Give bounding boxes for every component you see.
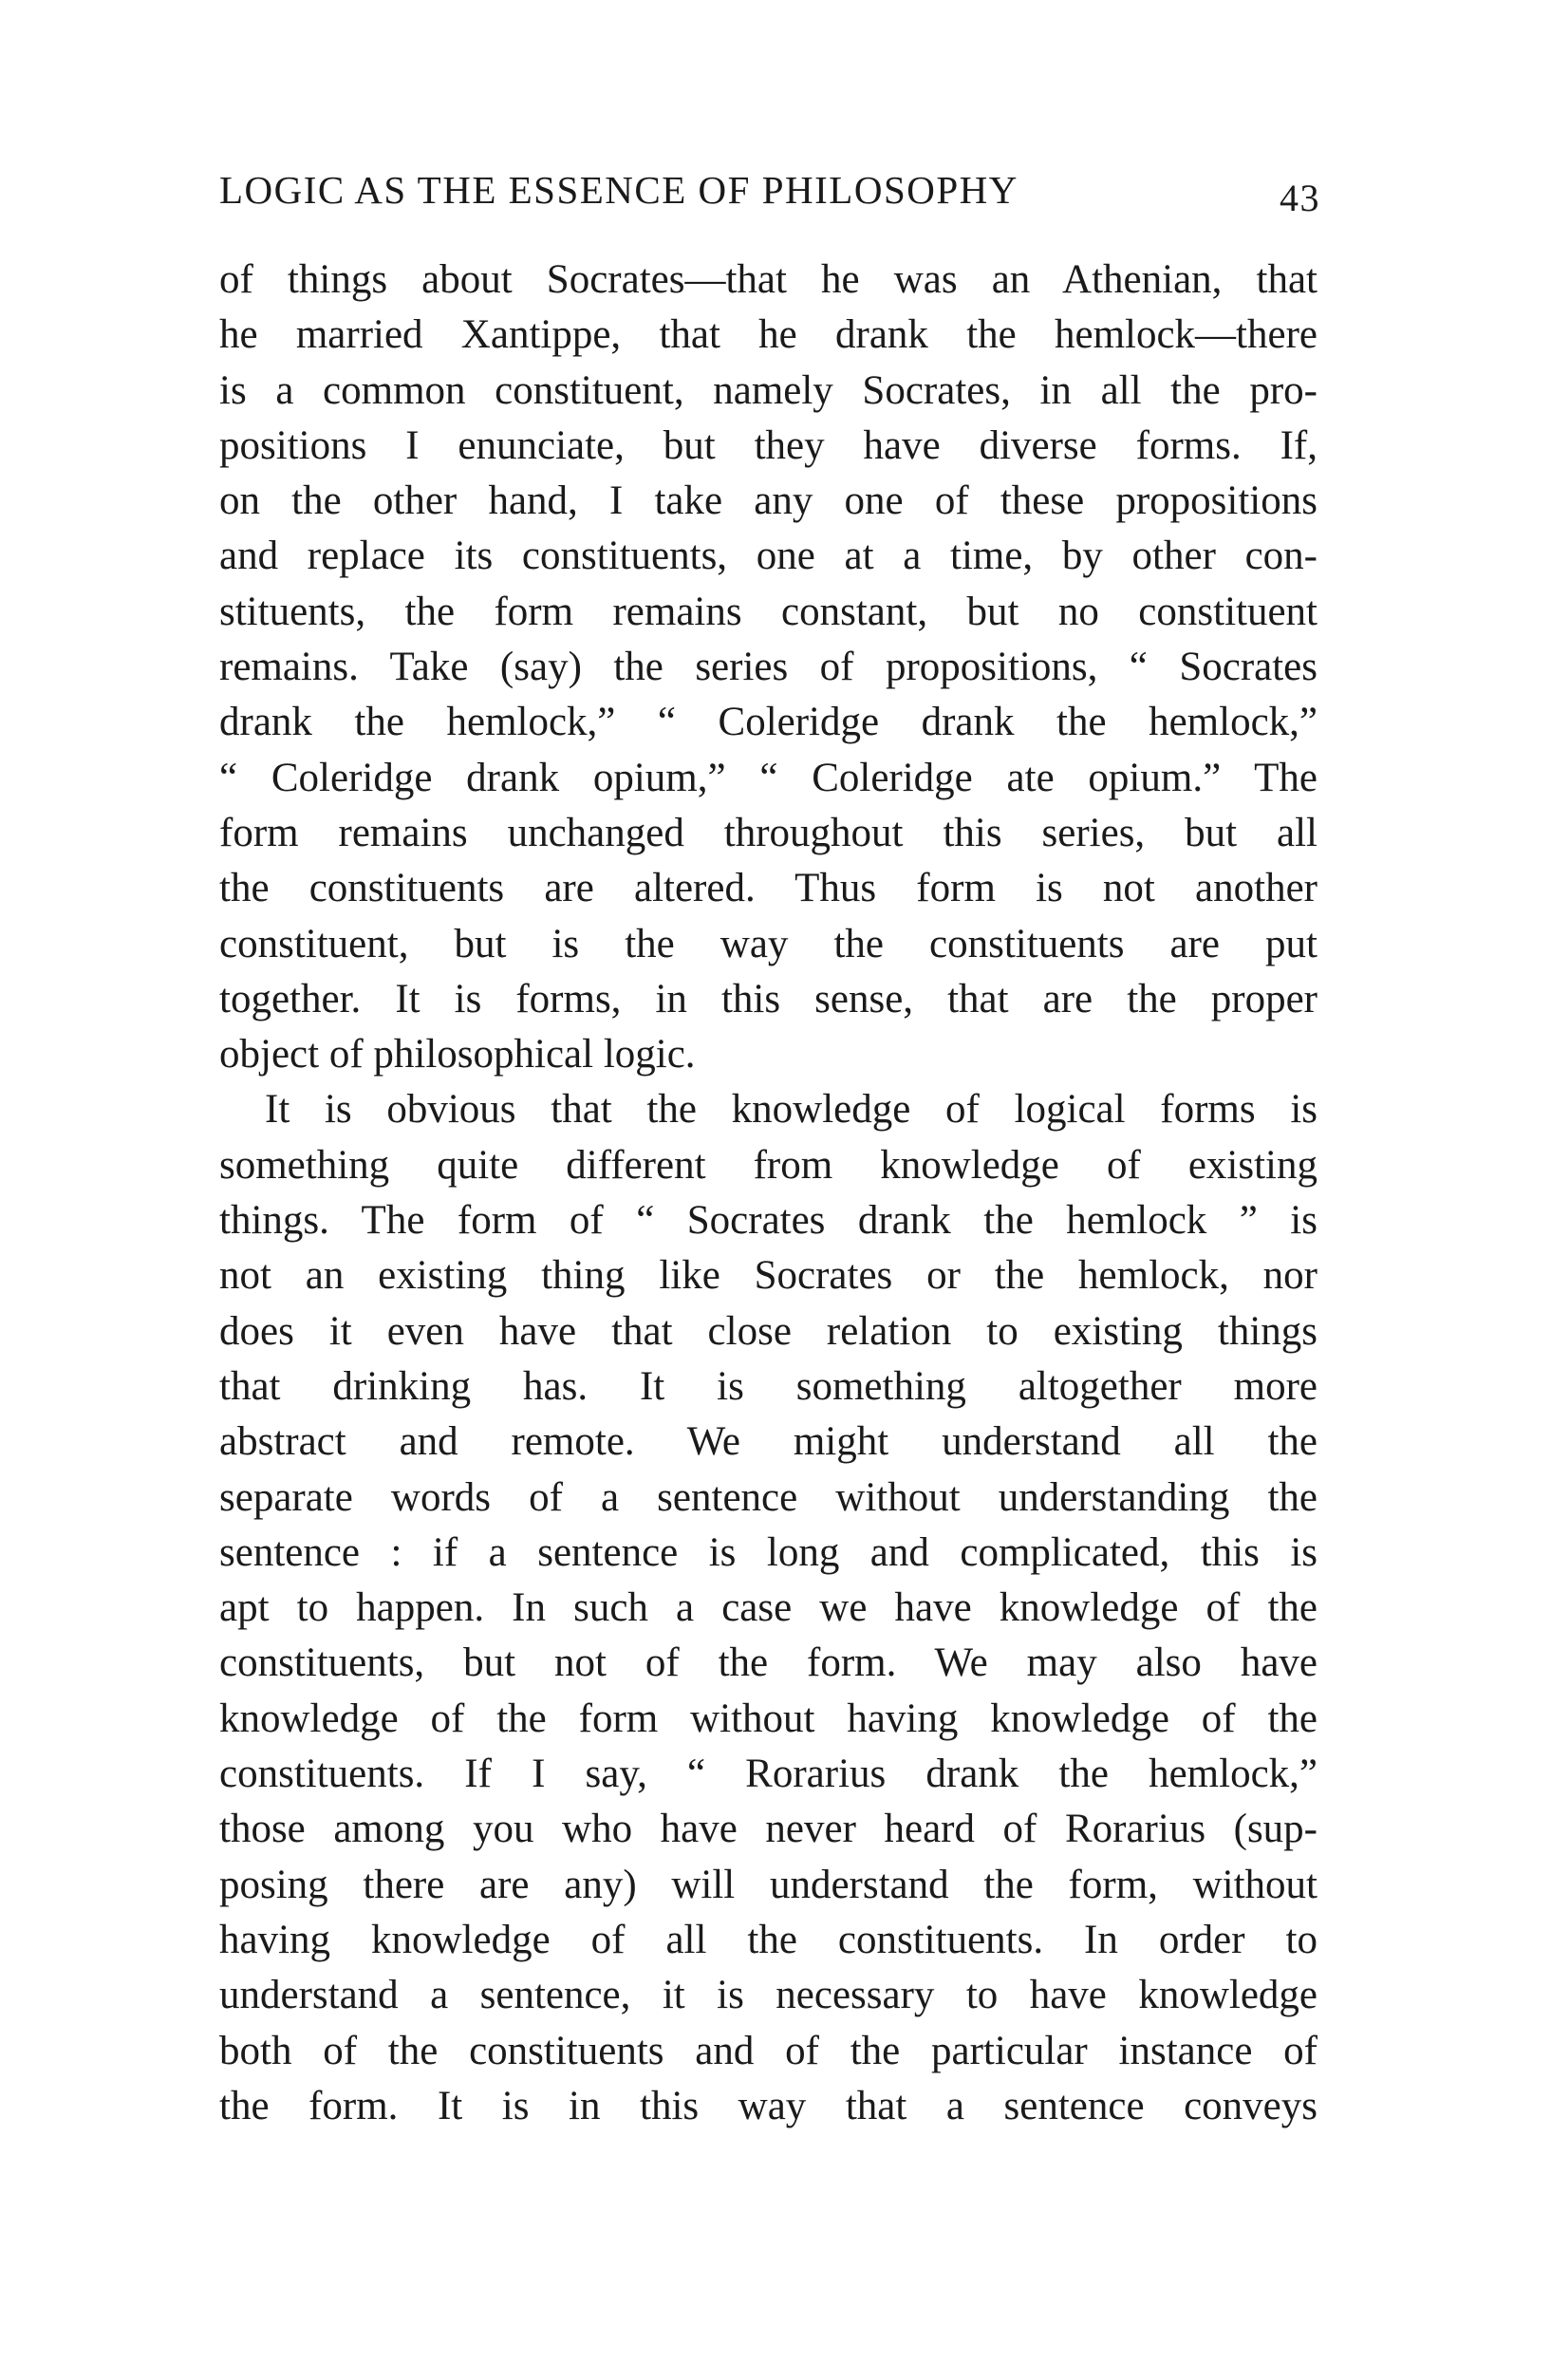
text-line: does it even have that close relation to existing things [219, 1308, 1317, 1354]
text-line: abstract and remote. We might understand all the [219, 1419, 1317, 1465]
text-line: positions I enunciate, but they have diverse forms. If, [219, 422, 1317, 468]
running-header [219, 167, 1320, 220]
text-line: on the other hand, I take any one of these propositions [219, 478, 1317, 524]
running-title: LOGIC AS THE ESSENCE OF PHILOSOPHY [219, 168, 1018, 212]
text-line: object of philosophical logic. [219, 1032, 696, 1078]
text-line: constituent, but is the way the constituents are put [219, 921, 1317, 966]
text-line: of things about Socrates—that he was an Athenian, that [219, 257, 1317, 302]
text-line: something quite different from knowledge of existing [219, 1142, 1317, 1188]
text-line: sentence : if a sentence is long and complicated, this is [219, 1529, 1317, 1575]
text-line: is a common constituent, namely Socrates, in all the pro- [219, 367, 1317, 413]
text-line: posing there are any) will understand the form, without [219, 1862, 1317, 1907]
text-line: he married Xantippe, that he drank the hemlock—there [219, 312, 1317, 358]
text-line: “ Coleridge drank opium,” “ Coleridge ate opium.” The [219, 755, 1317, 800]
text-line: not an existing thing like Socrates or the hemlock, nor [219, 1253, 1317, 1299]
text-line: constituents. If I say, “ Rorarius drank the hemlock,” [219, 1752, 1317, 1797]
text-line: apt to happen. In such a case we have knowledge of the [219, 1585, 1317, 1631]
text-line: understand a sentence, it is necessary to have knowledge [219, 1973, 1317, 2018]
text-line: those among you who have never heard of Rorarius (sup- [219, 1807, 1317, 1852]
text-line: remains. Take (say) the series of propositions, “ Socrates [219, 645, 1317, 690]
text-line: constituents, but not of the form. We may also have [219, 1640, 1317, 1686]
text-line: the form. It is in this way that a sentence conveys [219, 2083, 1317, 2128]
text-line: drank the hemlock,” “ Coleridge drank the hemlock,” [219, 700, 1317, 745]
page-number: 43 [1280, 177, 1320, 219]
text-line: stituents, the form remains constant, but no constituent [219, 589, 1317, 634]
text-line: that drinking has. It is something altogether more [219, 1363, 1317, 1409]
text-line: the constituents are altered. Thus form is not another [219, 866, 1317, 911]
text-line: form remains unchanged throughout this series, but all [219, 810, 1317, 855]
text-line: having knowledge of all the constituents. In order to [219, 1917, 1317, 1962]
text-line: knowledge of the form without having knowledge of the [219, 1696, 1317, 1741]
body-text [219, 253, 1317, 2134]
text-line: and replace its constituents, one at a time, by other con- [219, 534, 1317, 579]
text-line: It is obvious that the knowledge of logical forms is [265, 1087, 1317, 1133]
text-line: both of the constituents and of the particular instance of [219, 2028, 1317, 2073]
text-line: things. The form of “ Socrates drank the hemlock ” is [219, 1198, 1317, 1244]
text-line: separate words of a sentence without understanding the [219, 1474, 1317, 1520]
text-line: together. It is forms, in this sense, that are the proper [219, 976, 1317, 1021]
